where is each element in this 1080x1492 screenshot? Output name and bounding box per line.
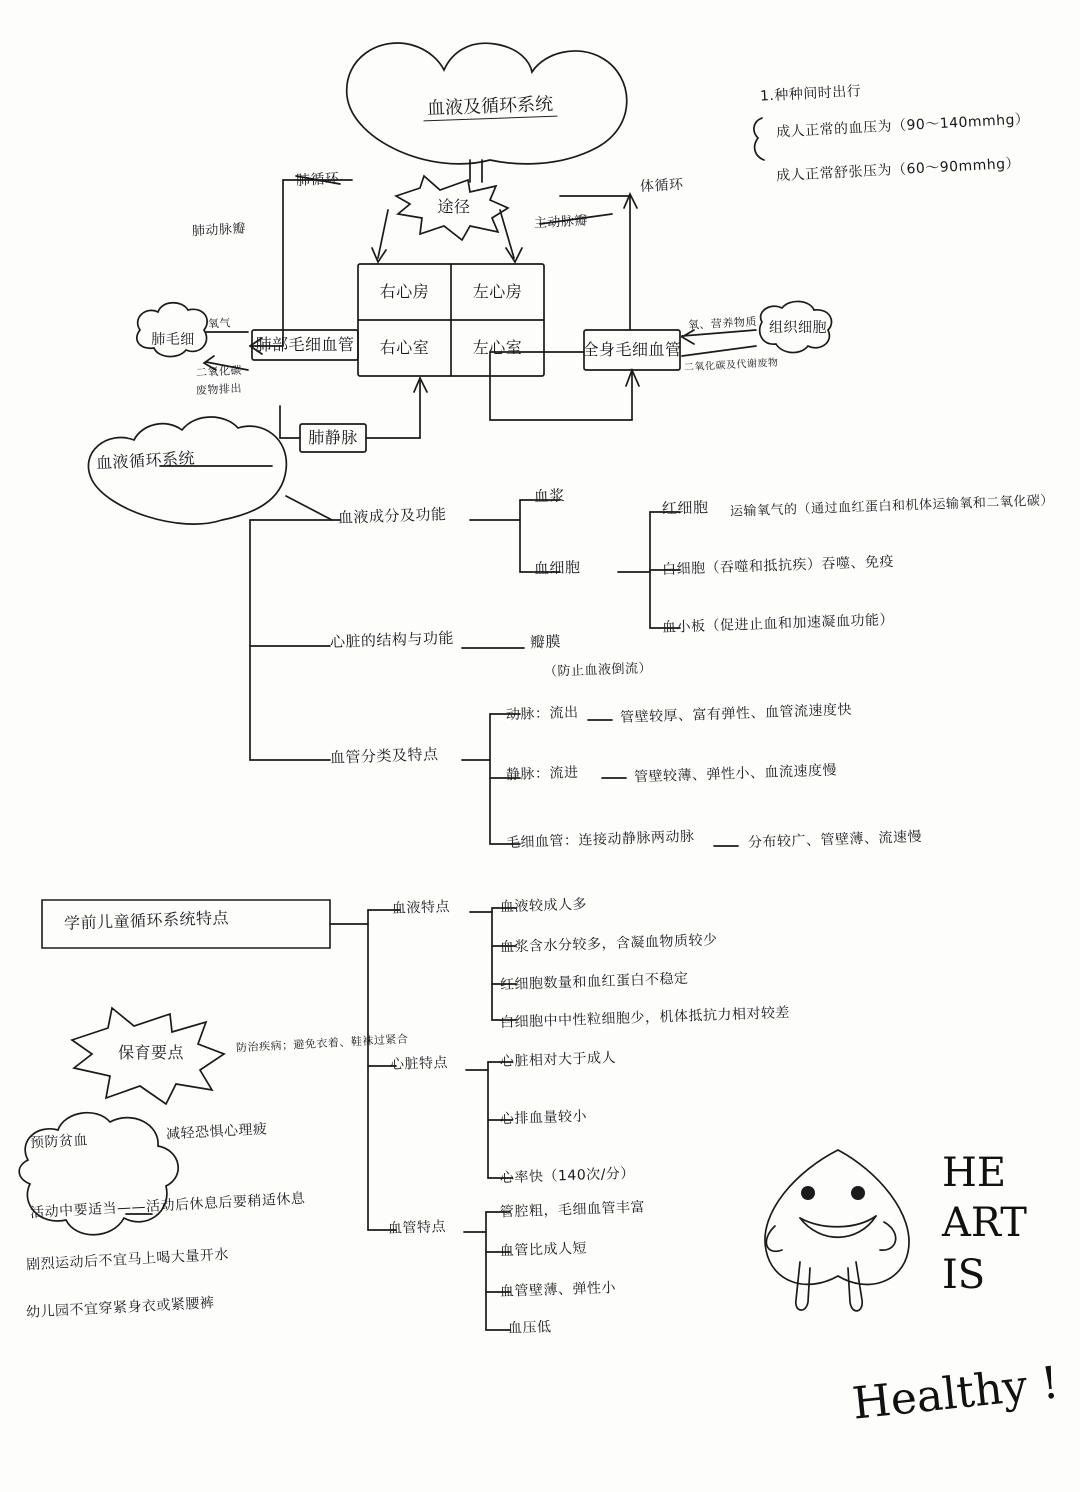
chamber-left-ventricle: 左心室 <box>472 337 523 357</box>
chamber-left-atrium: 左心房 <box>472 281 523 301</box>
s2-vein-label: 静脉：流进 <box>505 764 579 784</box>
hygiene-note-1: 预防贫血 <box>29 1132 89 1152</box>
s2-wbc-label: 白细胞（吞噬和抵抗疾）吞噬、免疫 <box>661 553 895 579</box>
s2-branch-1-label: 心脏的结构与功能 <box>329 628 455 652</box>
decor-is: IS <box>942 1252 986 1298</box>
note-line-2: 成人正常舒张压为（60～90mmhg） <box>775 155 1021 185</box>
s2-capillary-label: 毛细血管：连接动静脉两动脉 <box>505 828 695 852</box>
chamber-right-ventricle: 右心室 <box>379 337 430 357</box>
s2-valve-label: 瓣膜 <box>529 632 562 652</box>
chamber-right-atrium: 右心房 <box>379 281 430 301</box>
s2-rbc-label: 红细胞 <box>661 498 709 518</box>
s2-capillary-note: 分布较广、管壁薄、流速慢 <box>747 828 923 852</box>
s2-platelet-label: 血小板（促进止血和加速凝血功能） <box>661 611 895 637</box>
route-burst: 途径 <box>437 196 471 216</box>
label-systemic-circulation: 体循环 <box>639 176 684 196</box>
hygiene-note-3: 活动中要适当——活动后休息后要稍适休息 <box>29 1190 306 1222</box>
s3-vessel-item-3: 血压低 <box>507 1319 552 1337</box>
box-pulmonary-capillary: 肺部毛细血管 <box>255 334 355 354</box>
hygiene-note-4: 剧烈运动后不宜马上喝大量开水 <box>25 1246 230 1274</box>
s3-vessel-item-1: 血管比成人短 <box>499 1240 588 1260</box>
s3-blood-item-0: 血液较成人多 <box>499 896 588 916</box>
s3-heart-item-1: 心排血量较小 <box>499 1108 588 1128</box>
page-title-bubble <box>345 45 635 165</box>
label-nutrition: 氧、营养物质 <box>687 315 758 332</box>
s3-heart-item-2: 心率快（140次/分） <box>499 1165 636 1187</box>
section2-title: 血液循环系统 <box>95 448 196 473</box>
s3-vessel-item-0: 管腔粗，毛细血管丰富 <box>499 1199 646 1221</box>
label-aortic-valve: 主动脉瓣 <box>533 213 589 232</box>
s3-vessel-item-2: 血管壁薄、弹性小 <box>499 1279 617 1301</box>
s3-blood-item-3: 白细胞中中性粒细胞少，机体抵抗力相对较差 <box>499 1004 791 1032</box>
s2-branch-2-label: 血管分类及特点 <box>329 745 439 767</box>
hygiene-burst-label: 保育要点 <box>117 1042 184 1062</box>
decor-he: HE <box>942 1150 1007 1196</box>
label-lung-capillary-cloud: 肺毛细 <box>151 331 195 348</box>
s2-plasma-label: 血浆 <box>533 486 566 506</box>
label-tissue-cell: 组织细胞 <box>769 319 827 336</box>
section3-title: 学前儿童循环系统特点 <box>63 908 230 933</box>
s3-blood-item-1: 血浆含水分较多，含凝血物质较少 <box>499 932 718 956</box>
s2-valve-note: （防止血液倒流） <box>543 661 653 680</box>
label-pulmonary-valve: 肺动脉瓣 <box>191 221 247 240</box>
box-body-capillary: 全身毛细血管 <box>582 339 682 359</box>
s3-blood-item-2: 红细胞数量和血红蛋白不稳定 <box>499 970 689 994</box>
label-metabolic-waste: 二氧化碳及代谢废物 <box>683 357 779 374</box>
s3-heart-item-0: 心脏相对大于成人 <box>499 1049 617 1071</box>
s2-rbc-note: 运输氧气的（通过血红蛋白和机体运输氧和二氧化碳） <box>729 493 1055 520</box>
hygiene-note-0: 防治疾病；避免衣着、鞋袜过紧合 <box>235 1032 409 1055</box>
page-title: 血液及循环系统 <box>423 89 558 121</box>
label-oxygen-in: 氧气 <box>207 316 232 331</box>
s2-bloodcell-label: 血细胞 <box>533 558 581 578</box>
note-line-1: 成人正常的血压为（90～140mmhg） <box>775 111 1030 141</box>
note-line-0: 1.种种间时出行 <box>759 83 862 105</box>
decor-healthy: Healthy ! <box>849 1357 1062 1430</box>
label-co2-out: 二氧化碳 <box>195 363 243 380</box>
s2-branch-0-label: 血液成分及功能 <box>337 505 447 527</box>
decor-art: ART <box>942 1200 1027 1246</box>
s2-artery-label: 动脉：流出 <box>505 704 579 724</box>
label-waste-out: 废物排出 <box>195 381 243 398</box>
box-pulmonary-vein: 肺静脉 <box>308 427 358 447</box>
s3-branch-0-label: 血液特点 <box>391 898 451 918</box>
label-pulmonary-circulation: 肺循环 <box>295 170 340 190</box>
hygiene-note-5: 幼儿园不宜穿紧身衣或紧腰裤 <box>25 1295 215 1321</box>
s3-branch-1-label: 心脏特点 <box>389 1054 449 1074</box>
s2-vein-note: 管壁较薄、弹性小、血流速度慢 <box>633 762 838 786</box>
s2-artery-note: 管壁较厚、富有弹性、血管流速度快 <box>619 701 853 727</box>
s3-branch-2-label: 血管特点 <box>387 1218 447 1238</box>
hygiene-note-2: 减轻恐惧心理疲 <box>165 1121 268 1143</box>
